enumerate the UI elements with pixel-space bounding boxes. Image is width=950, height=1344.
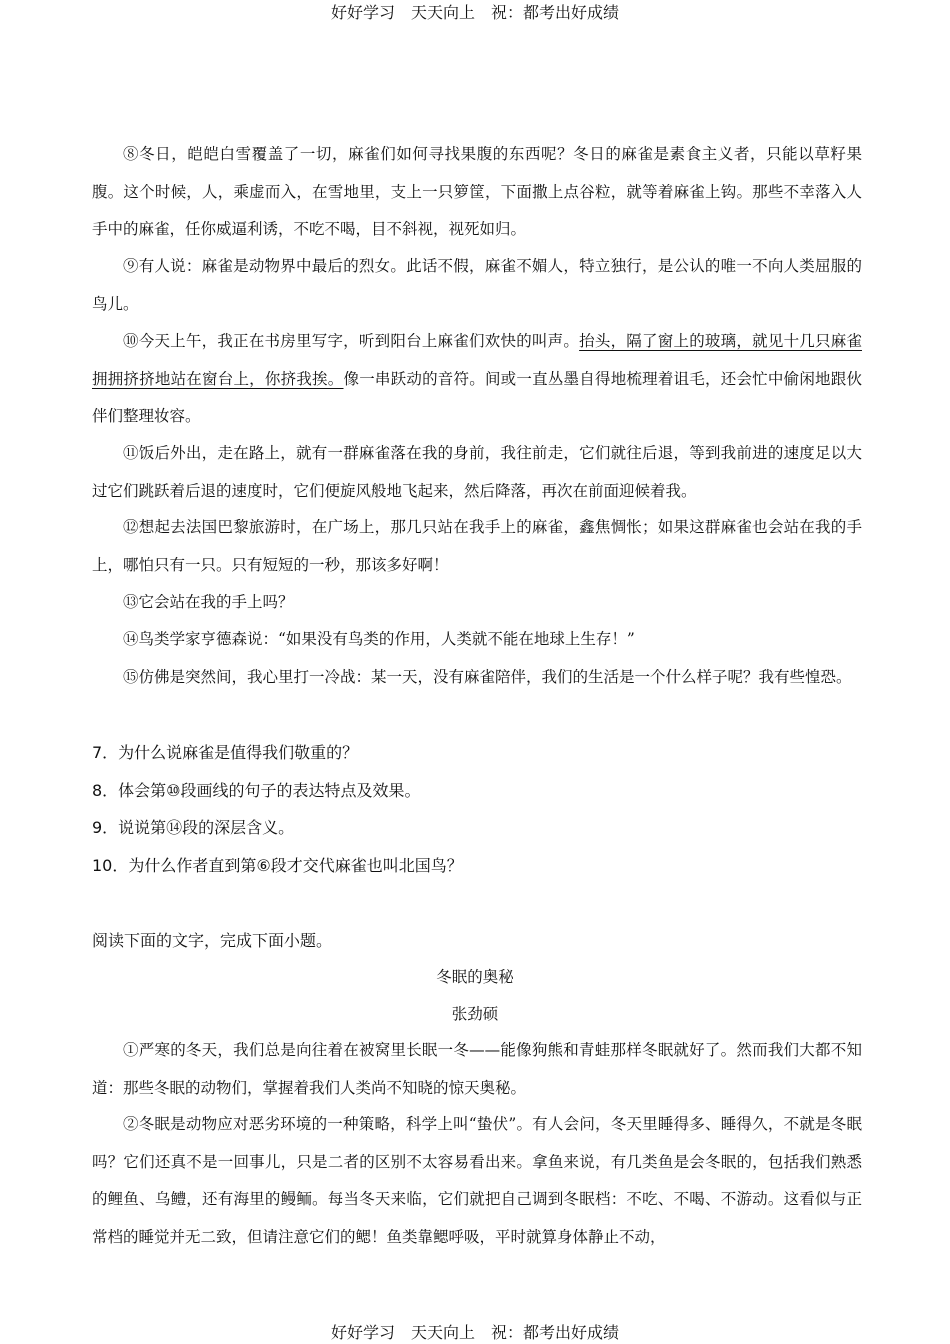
paragraph-10-start: ⑩今天上午，我正在书房里写字，听到阳台上麻雀们欢快的叫声。	[123, 332, 580, 350]
paragraph-8: ⑧冬日，皑皑白雪覆盖了一切，麻雀们如何寻找果腹的东西呢？冬日的麻雀是素食主义者，只能以草籽果腹。这个时候，人，乘虚而入，在雪地里，支上一只箩筐，下面撒上点谷粒，就等着麻雀上钩。那些不幸落入人手中的麻雀，任你威逼利诱，不吃不喝，目不斜视，视死如归。	[92, 145, 862, 238]
page-footer: 好好学习 天天向上 祝：都考出好成绩	[330, 1323, 619, 1342]
paragraph-10-end: 像一串跃动的音符。间或一直丛墨自得地梳理着诅毛，还会忙中偷闲地跟伙伴们整理妆容。	[92, 369, 862, 425]
question-7: 7．为什么说麻雀是值得我们敬重的？	[92, 743, 359, 762]
question-10: 10．为什么作者直到第⑥段才交代麻雀也叫北国鸟？	[92, 856, 463, 875]
paragraph-13: ⑬它会站在我的手上吗？	[123, 593, 294, 611]
paragraph-12: ⑫想起去法国巴黎旅游时，在广场上，那几只站在我手上的麻雀，鑫焦惆怅；如果这群麻雀也会站在我的手上，哪怕只有一只。只有短短的一秒，那该多好啊！	[92, 518, 862, 574]
article-paragraph-1: ①严寒的冬天，我们总是向往着在被窝里长眠一冬——能像狗熊和青蛙那样冬眠就好了。然而我们大都不知道：那些冬眠的动物们，掌握着我们人类尚不知晓的惊天奥秘。	[92, 1041, 862, 1097]
article-author: 张劲硕	[451, 1005, 499, 1023]
paragraph-9: ⑨有人说：麻雀是动物界中最后的烈女。此话不假，麻雀不媚人，特立独行，是公认的唯一不向人类屈服的鸟儿。	[92, 257, 862, 313]
section-intro: 阅读下面的文字，完成下面小题。	[92, 931, 333, 950]
paragraph-10	[92, 323, 862, 436]
question-9: 9．说说第⑭段的深层含义。	[92, 818, 295, 837]
paragraph-15: ⑮仿佛是突然间，我心里打一冷战：某一天，没有麻雀陪伴，我们的生活是一个什么样子呢？我有些惶恐。	[123, 668, 852, 686]
question-8: 8．体会第⑩段画线的句子的表达特点及效果。	[92, 781, 421, 800]
paragraph-11: ⑪饭后外出，走在路上，就有一群麻雀落在我的身前，我往前走，它们就往后退，等到我前进的速度足以大过它们跳跃着后退的速度时，它们便旋风般地飞起来，然后降落，再次在前面迎候着我。	[92, 444, 862, 500]
article-title: 冬眠的奥秘	[436, 968, 514, 986]
page-header: 好好学习 天天向上 祝：都考出好成绩	[330, 3, 619, 22]
paragraph-14: ⑭鸟类学家亨德森说：“如果没有鸟类的作用，人类就不能在地球上生存！”	[123, 630, 635, 648]
underlined-sentence: 抬头，隔了窗上的玻璃，就见十几只麻雀拥拥挤挤地站在窗台上，你挤我挨。	[92, 332, 862, 388]
article-paragraph-2: ②冬眠是动物应对恶劣环境的一种策略，科学上叫“蛰伏”。有人会问，冬天里睡得多、睡得久，不就是冬眠吗？它们还真不是一回事儿，只是二者的区别不太容易看出来。拿鱼来说，有几类鱼是会冬眠的，包括我们熟悉的鲤鱼、乌鳢，还有海里的鳗鲕。每当冬天来临，它们就把自己调到冬眠档：不吃、不喝、不游动。这看似与正常档的睡觉并无二致，但请注意它们的鳃！鱼类靠鳃呼吸，平时就算身体静止不动，	[92, 1115, 862, 1246]
